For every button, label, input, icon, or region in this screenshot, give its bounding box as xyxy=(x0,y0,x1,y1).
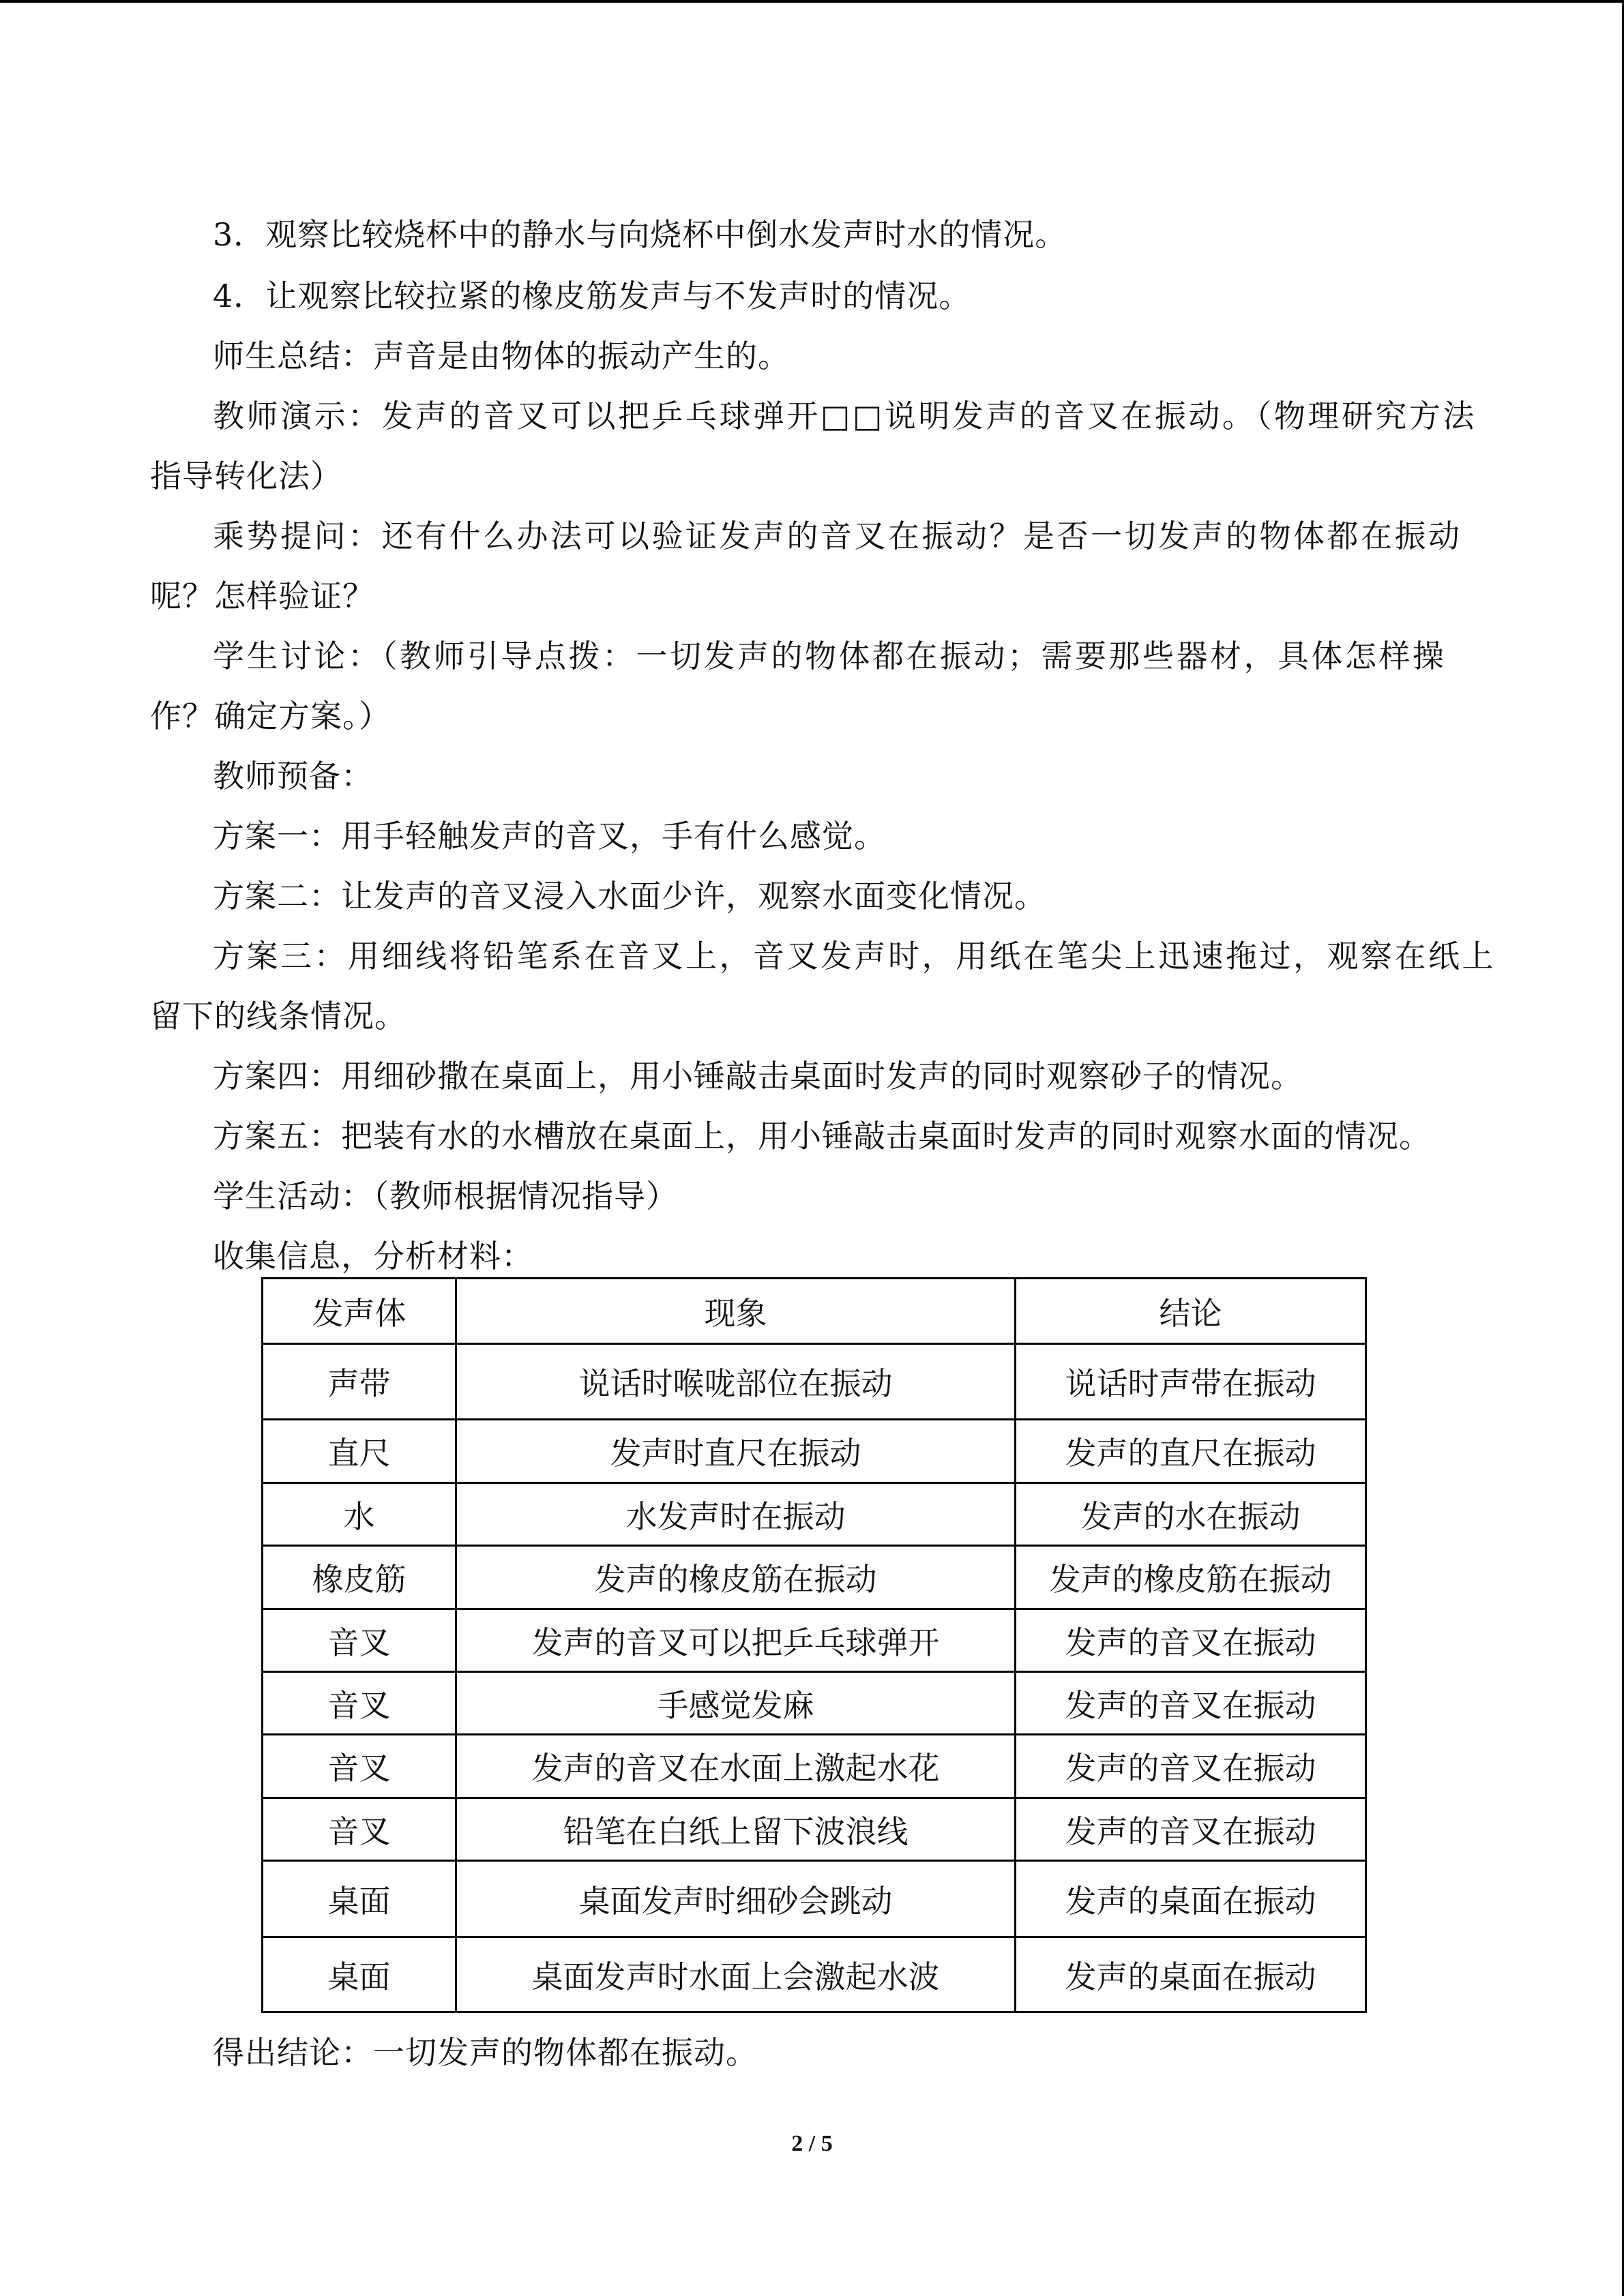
table-row xyxy=(263,1483,1366,1546)
paragraph: 收集信息，分析材料： xyxy=(213,1238,533,1274)
table-cell: 桌面 xyxy=(263,1937,456,2012)
table-cell: 音叉 xyxy=(263,1735,456,1798)
table-cell: 发声的橡皮筋在振动 xyxy=(1016,1546,1366,1609)
table-cell: 音叉 xyxy=(263,1672,456,1735)
table-cell: 发声的音叉在振动 xyxy=(1016,1798,1366,1861)
paragraph-continuation: 留下的线条情况。 xyxy=(150,998,407,1034)
paragraph-continuation: 指导转化法） xyxy=(150,458,342,494)
table-cell: 发声时直尺在振动 xyxy=(456,1420,1016,1483)
paragraph: 3．观察比较烧杯中的静水与向烧杯中倒水发声时水的情况。 xyxy=(213,216,1067,253)
table-cell: 发声的水在振动 xyxy=(1016,1483,1366,1546)
paragraph: 乘势提问：还有什么办法可以验证发声的音叉在振动？是否一切发声的物体都在振动 xyxy=(213,518,1462,554)
table-cell: 发声的橡皮筋在振动 xyxy=(456,1546,1016,1609)
table-row xyxy=(263,1798,1366,1861)
paragraph: 学生活动：（教师根据情况指导） xyxy=(213,1178,678,1214)
paragraph: 学生讨论：（教师引导点拨：一切发声的物体都在振动；需要那些器材，具体怎样操 xyxy=(213,638,1447,674)
paragraph: 4．让观察比较拉紧的橡皮筋发声与不发声时的情况。 xyxy=(213,278,971,314)
table-cell: 说话时喉咙部位在振动 xyxy=(456,1344,1016,1420)
table-cell: 发声的音叉在振动 xyxy=(1016,1609,1366,1672)
paragraph-continuation: 作？确定方案。） xyxy=(150,698,391,734)
table-row xyxy=(263,1861,1366,1937)
table-row xyxy=(263,1735,1366,1798)
paragraph: 教师演示：发声的音叉可以把乒乓球弹开□□说明发声的音叉在振动。（物理研究方法 xyxy=(213,398,1477,434)
paragraph: 教师预备： xyxy=(213,758,373,794)
table-header-cell: 结论 xyxy=(1016,1279,1366,1344)
table-header-cell: 发声体 xyxy=(263,1279,456,1344)
conclusion: 得出结论：一切发声的物体都在振动。 xyxy=(213,2034,758,2071)
table-cell: 水 xyxy=(263,1483,456,1546)
table-row xyxy=(263,1344,1366,1420)
plan-one: 方案一：用手轻触发声的音叉，手有什么感觉。 xyxy=(213,818,886,854)
table-cell: 橡皮筋 xyxy=(263,1546,456,1609)
table-cell: 发声的桌面在振动 xyxy=(1016,1861,1366,1937)
table-cell: 音叉 xyxy=(263,1609,456,1672)
table-cell: 发声的音叉在振动 xyxy=(1016,1735,1366,1798)
table-cell: 发声的直尺在振动 xyxy=(1016,1420,1366,1483)
paragraph-continuation: 呢？怎样验证？ xyxy=(150,578,374,614)
table-cell: 发声的桌面在振动 xyxy=(1016,1937,1366,2012)
table-cell: 桌面发声时水面上会激起水波 xyxy=(456,1937,1016,2012)
table-cell: 声带 xyxy=(263,1344,456,1420)
table-cell: 铅笔在白纸上留下波浪线 xyxy=(456,1798,1016,1861)
table-row xyxy=(263,1609,1366,1672)
table-header-cell: 现象 xyxy=(456,1279,1016,1344)
page-number: 2 / 5 xyxy=(791,2131,833,2156)
table-cell: 发声的音叉可以把乒乓球弹开 xyxy=(456,1609,1016,1672)
table-row xyxy=(263,1420,1366,1483)
table-cell: 桌面发声时细砂会跳动 xyxy=(456,1861,1016,1937)
table-cell: 手感觉发麻 xyxy=(456,1672,1016,1735)
table-row xyxy=(263,1937,1366,2012)
table-row xyxy=(263,1672,1366,1735)
plan-five: 方案五：把装有水的水槽放在桌面上，用小锤敲击桌面时发声的同时观察水面的情况。 xyxy=(213,1118,1431,1154)
table-cell: 直尺 xyxy=(263,1420,456,1483)
table-cell: 说话时声带在振动 xyxy=(1016,1344,1366,1420)
table-row xyxy=(263,1546,1366,1609)
results-table xyxy=(261,1277,1367,2013)
plan-two: 方案二：让发声的音叉浸入水面少许，观察水面变化情况。 xyxy=(213,878,1046,914)
table-cell: 水发声时在振动 xyxy=(456,1483,1016,1546)
table-cell: 发声的音叉在水面上激起水花 xyxy=(456,1735,1016,1798)
plan-three: 方案三：用细线将铅笔系在音叉上，音叉发声时，用纸在笔尖上迅速拖过，观察在纸上 xyxy=(213,938,1496,974)
table-cell: 发声的音叉在振动 xyxy=(1016,1672,1366,1735)
table-cell: 音叉 xyxy=(263,1798,456,1861)
paragraph: 师生总结：声音是由物体的振动产生的。 xyxy=(213,338,790,374)
plan-four: 方案四：用细砂撒在桌面上，用小锤敲击桌面时发声的同时观察砂子的情况。 xyxy=(213,1058,1303,1094)
table-cell: 桌面 xyxy=(263,1861,456,1937)
table-header-row xyxy=(263,1279,1366,1344)
